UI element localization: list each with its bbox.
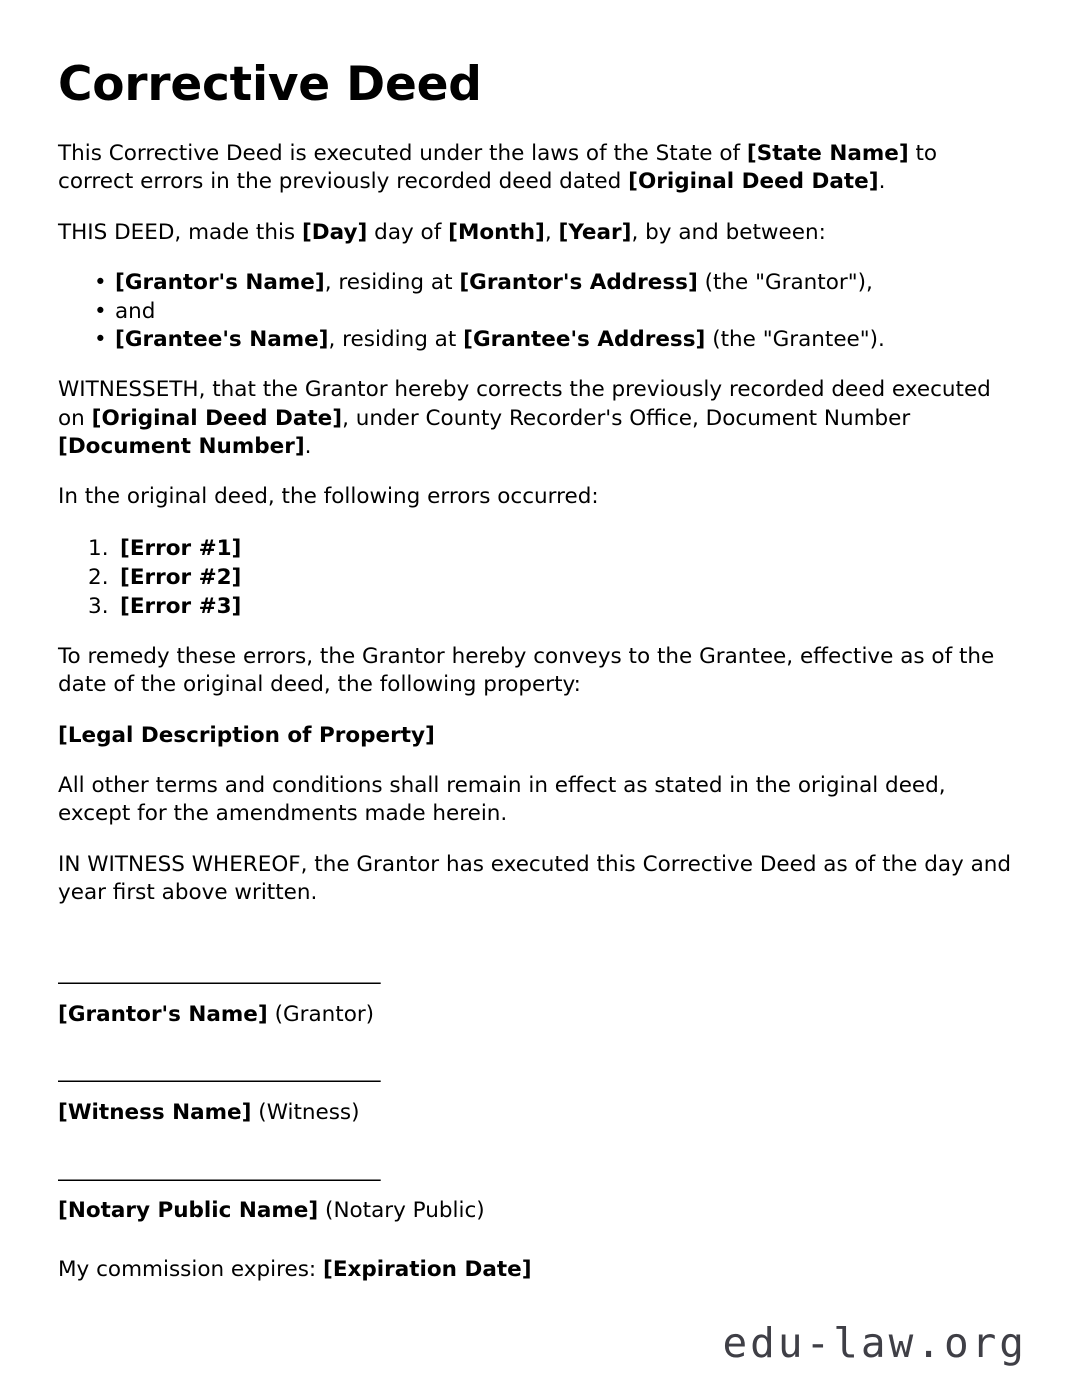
list-item: [Error #1] xyxy=(120,535,242,561)
grantee-name-placeholder: [Grantee's Name] xyxy=(115,326,329,352)
month-placeholder: [Month] xyxy=(448,219,545,245)
commission-expiry-line xyxy=(58,1256,1012,1284)
notary-signature-name-placeholder: [Notary Public Name] xyxy=(58,1198,319,1224)
list-item xyxy=(92,298,1012,326)
deed-date-paragraph xyxy=(58,219,1012,247)
witnesseth-paragraph xyxy=(58,376,1012,461)
page-title: Corrective Deed xyxy=(58,57,482,112)
intro-text-part3: . xyxy=(878,169,886,195)
year-placeholder: [Year] xyxy=(558,219,632,245)
witnesseth-text-part1: WITNESSETH, that the Grantor hereby corrects the previously recorded deed executed on xyxy=(58,377,991,431)
parties-list xyxy=(58,269,1012,354)
witnesseth-text-part3: . xyxy=(304,434,312,460)
grantor-signature-name-placeholder: [Grantor's Name] xyxy=(58,1002,268,1028)
expiration-date-placeholder: [Expiration Date] xyxy=(323,1256,532,1282)
list-item: [Error #2] xyxy=(120,564,242,590)
errors-intro-paragraph: In the original deed, the following errors occurred: xyxy=(58,484,599,510)
errors-list xyxy=(58,534,1012,621)
deed-text-part2: day of xyxy=(367,219,449,245)
list-item: [Error #3] xyxy=(120,593,242,619)
witnesseth-original-deed-date-placeholder: [Original Deed Date] xyxy=(91,405,343,431)
in-witness-whereof-paragraph: IN WITNESS WHEREOF, the Grantor has executed this Corrective Deed as of the day and year first above written. xyxy=(58,851,1012,906)
deed-text-part1: THIS DEED, made this xyxy=(58,219,302,245)
document-number-placeholder: [Document Number] xyxy=(58,434,305,460)
watermark: edu-law.org xyxy=(722,1319,1027,1367)
signature-name-grantor xyxy=(58,1001,1012,1029)
intro-text-part2: to correct errors in the previously recorded deed dated xyxy=(58,141,938,195)
signature-line: ______________________________ xyxy=(58,1157,381,1182)
witness-signature-role: (Witness) xyxy=(251,1100,360,1126)
deed-text-part3: , xyxy=(544,219,559,245)
signature-block-grantor xyxy=(58,961,1012,1029)
signature-block-witness xyxy=(58,1059,1012,1127)
grantor-name-placeholder: [Grantor's Name] xyxy=(115,270,325,296)
signature-name-notary xyxy=(58,1197,1012,1225)
other-terms-paragraph: All other terms and conditions shall remain in effect as stated in the original deed, except for the amendments made herein. xyxy=(58,772,946,827)
original-deed-date-placeholder: [Original Deed Date] xyxy=(628,169,879,195)
notary-signature-role: (Notary Public) xyxy=(318,1198,485,1224)
remedy-paragraph: To remedy these errors, the Grantor hereby conveys to the Grantee, effective as of the date of the original deed, the following property: xyxy=(58,643,995,698)
witness-signature-name-placeholder: [Witness Name] xyxy=(58,1100,252,1126)
commission-expiry-label: My commission expires: xyxy=(58,1256,324,1282)
legal-description-placeholder: [Legal Description of Property] xyxy=(58,722,435,748)
grantee-address-placeholder: [Grantee's Address] xyxy=(463,326,706,352)
list-item xyxy=(92,269,1012,297)
grantor-signature-role: (Grantor) xyxy=(267,1002,375,1028)
signature-block-notary xyxy=(58,1158,1012,1226)
signature-line: ______________________________ xyxy=(58,961,381,986)
deed-text-part4: , by and between: xyxy=(631,219,826,245)
grantor-middle-text: , residing at xyxy=(324,270,460,296)
grantor-address-placeholder: [Grantor's Address] xyxy=(459,270,698,296)
grantee-suffix-text: (the "Grantee"). xyxy=(705,326,885,352)
grantor-suffix-text: (the "Grantor"), xyxy=(697,270,873,296)
grantee-middle-text: , residing at xyxy=(328,326,464,352)
list-item xyxy=(92,326,1012,354)
intro-paragraph xyxy=(58,140,1012,197)
intro-text-part1: This Corrective Deed is executed under the laws of the State of xyxy=(58,141,747,167)
day-placeholder: [Day] xyxy=(301,219,368,245)
and-connector-text: and xyxy=(115,298,156,324)
witnesseth-text-part2: , under County Recorder's Office, Document Number xyxy=(342,405,911,431)
state-name-placeholder: [State Name] xyxy=(746,141,909,167)
signature-name-witness xyxy=(58,1099,1012,1127)
signature-spacer xyxy=(58,929,1012,961)
signature-line: ______________________________ xyxy=(58,1059,381,1084)
